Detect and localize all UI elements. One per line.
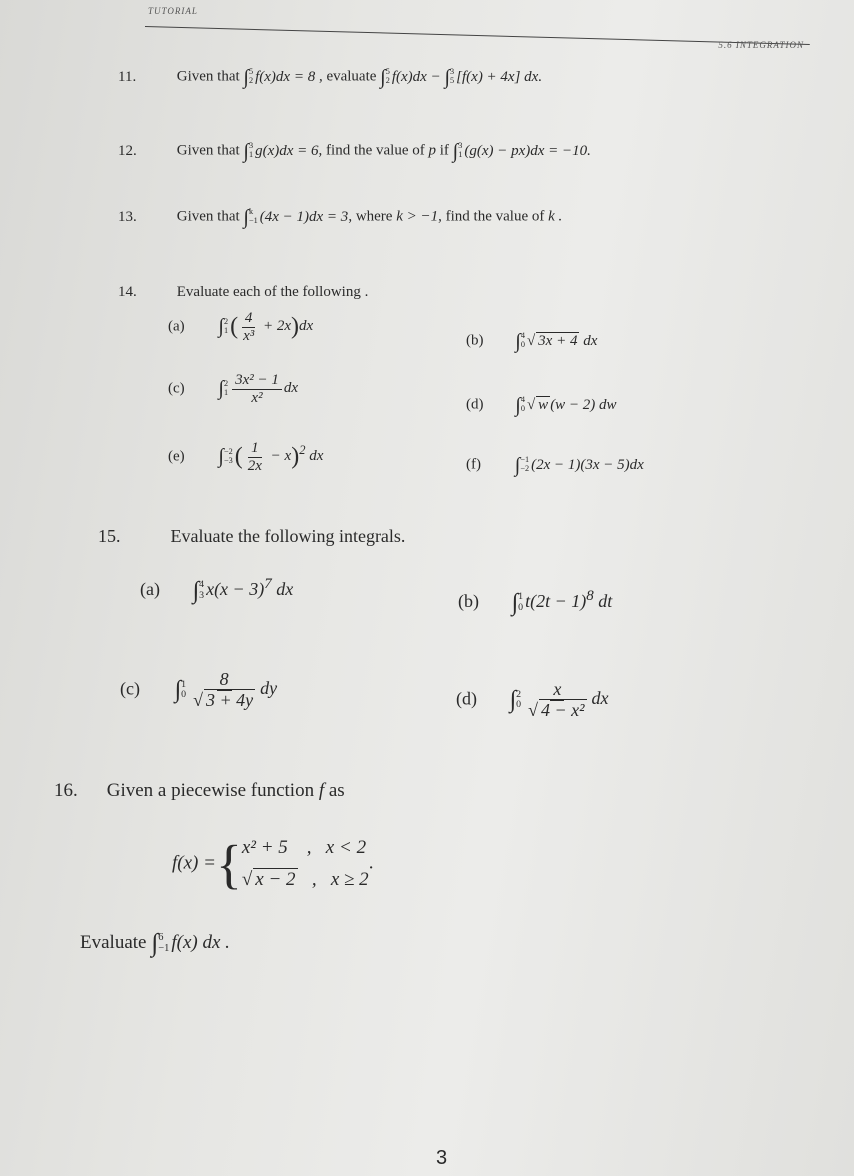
piecewise-function: f(x) ={ x² + 5 , x < 2 √ x − 2 , x ≥ 2 . [172,834,374,895]
q14-part-e: (e) ∫ −2 −3 ( $\frac{1}{2x}$ − x)$^2$ dx [168,440,324,474]
q16-evaluate: Evaluate ∫ 6 −1 f(x) dx . [80,928,230,957]
header-left: TUTORIAL [148,6,198,16]
question-number: 13. [118,208,137,225]
question-15: 15. Evaluate the following integrals. [98,526,406,546]
q14-part-d: (d) ∫ 4 0 √ w (w − 2) dw [466,394,617,416]
header-rule [145,26,810,45]
q14-part-a: (a) ∫ 2 1 ( $\frac{4}{\text{x³}}$ + 2x)dx [168,310,314,344]
q14-part-b: (b) ∫ 4 0 √ 3x + 4 dx [466,330,598,352]
page-number: 3 [436,1147,448,1169]
q15-part-d: (d) ∫ 2 0 $\frac{x}{\text{√ 4 − x²}}$ dx [456,679,609,720]
header-right: 5.6 INTEGRATION [718,40,804,50]
q15-part-c: (c) ∫ 1 0 $\frac{8}{√ 3 + 4y}$ dy [120,669,278,710]
question-number: 11. [118,68,137,85]
question-16: 16. Given a piecewise function f as [54,780,345,801]
q14-part-c: (c) ∫ 2 1 $\frac{\text{3x² − 1}}{\text{x²}}$ dx [168,372,299,406]
question-13: 13. Given that ∫ k −1 (4x − 1)dx = 3, where k > −1, find the value of k . [118,206,563,228]
question-12: 12. Given that ∫ 3 1 g(x)dx = 6, find the value of p if ∫ 3 1 (g(x) − px)dx = −10. [118,140,591,162]
question-11: 11. Given that ∫ 5 2 f(x)dx = 8 , evaluate ∫ 5 2 f(x)dx − ∫ 3 5 [f(x) + 4x] dx. [118,66,543,88]
question-number: 12. [118,142,137,159]
question-number: 16. [54,780,78,801]
question-number: 15. [98,526,121,546]
q15-part-b: (b) ∫ 1 0 $t(2t - 1)^8$ dt [458,588,613,616]
q15-part-a: (a) ∫ 4 3 $x(x - 3)^7$ dx [140,576,294,604]
question-14: 14. Evaluate each of the following . [118,284,369,300]
question-number: 14. [118,284,137,300]
q14-part-f: (f) ∫ −1 −2 (2x − 1)(3x − 5)dx [466,454,644,476]
